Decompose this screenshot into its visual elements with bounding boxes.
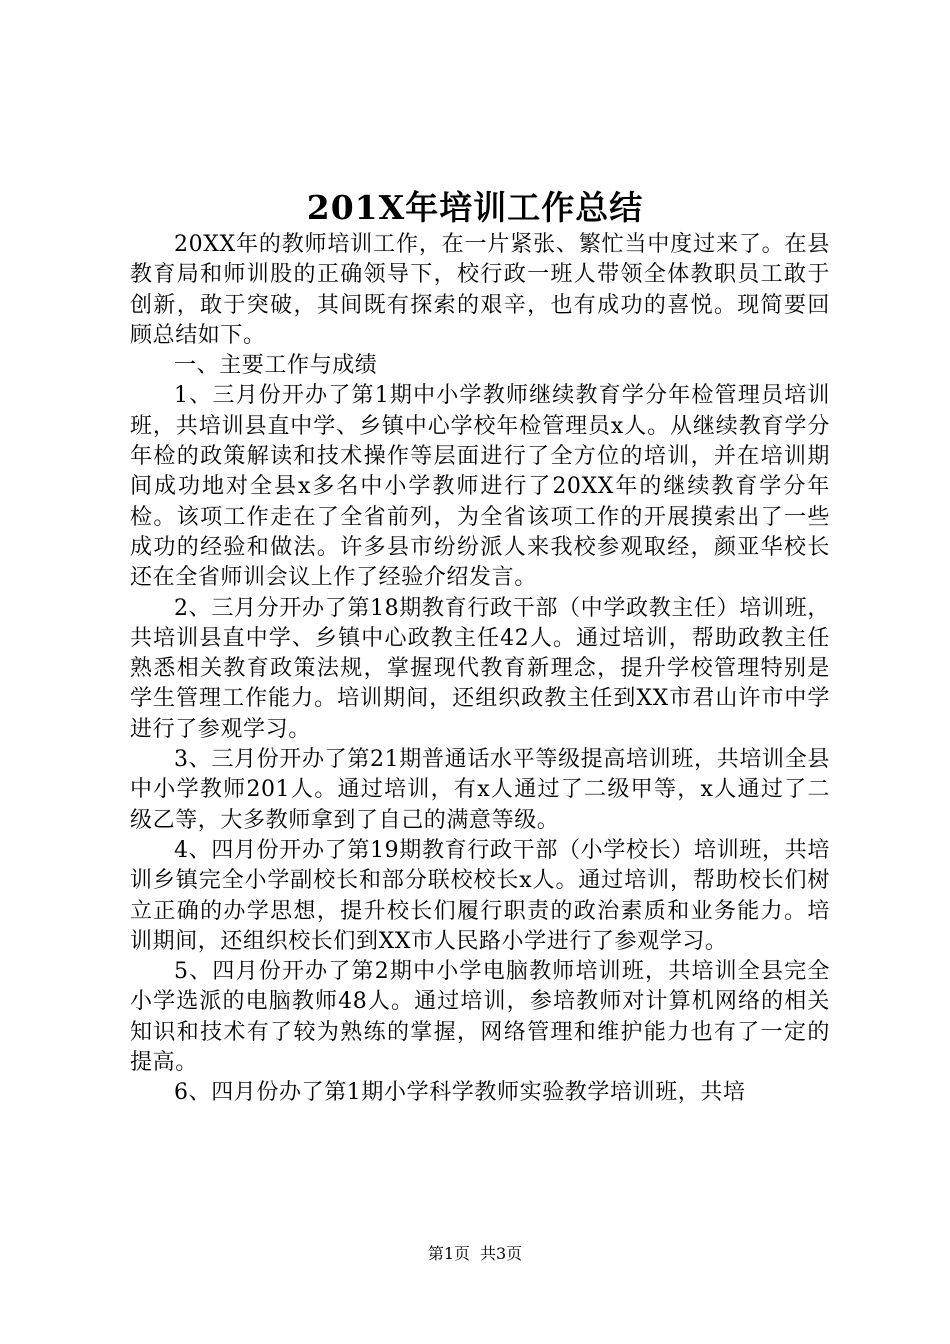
paragraph-item-1: 1、三月份开办了第1期中小学教师继续教育学分年检管理员培训班，共培训县直中学、乡镇中心学校年检管理员x人。从继续教育学分年检的政策解读和技术操作等层面进行了全方位的培训，并在培训期间成功地对全县x多名中小学教师进行了20XX年的继续教育学分年检。该项工作走在了全省前列，为全省该项工作的开展摸索出了一些成功的经验和做法。许多县市纷纷派人来我校参观取经，颜亚华校长还在全省师训会议上作了经验介绍发言。 [130, 383, 830, 591]
paragraph-item-2: 2、三月分开办了第18期教育行政干部（中学政教主任）培训班，共培训县直中学、乡镇中心政教主任42人。通过培训，帮助政教主任熟悉相关教育政策法规，掌握现代教育新理念，提升学校管理特别是学生管理工作能力。培训期间，还组织政教主任到XX市君山许市中学进行了参观学习。 [130, 595, 830, 742]
paragraph-item-3: 3、三月份开办了第21期普通话水平等级提高培训班，共培训全县中小学教师201人。通过培训，有x人通过了二级甲等，x人通过了二级乙等，大多教师拿到了自己的满意等级。 [130, 747, 830, 833]
page-total: 共3页 [480, 1244, 523, 1263]
paragraph-item-6: 6、四月份办了第1期小学科学教师实验教学培训班，共培 [174, 1080, 746, 1106]
paragraph-item-5: 5、四月份开办了第2期中小学电脑教师培训班，共培训全县完全小学选派的电脑教师48人。通过培训，参培教师对计算机网络的相关知识和技术有了较为熟练的掌握，网络管理和维护能力也有了一定的提高。 [130, 959, 830, 1076]
document-title: 201X年培训工作总结 [306, 188, 644, 227]
paragraph-item-4: 4、四月份开办了第19期教育行政干部（小学校长）培训班，共培训乡镇完全小学副校长和部分联校校长x人。通过培训，帮助校长们树立正确的办学思想，提升校长们履行职责的政治素质和业务能力。培训期间，还组织校长们到XX市人民路小学进行了参观学习。 [130, 837, 830, 954]
document-body [130, 230, 830, 1109]
paragraph-intro: 20XX年的教师培训工作，在一片紧张、繁忙当中度过来了。在县教育局和师训股的正确领导下，校行政一班人带领全体教职员工敢于创新，敢于突破，其间既有探索的艰辛，也有成功的喜悦。现简要回顾总结如下。 [130, 232, 830, 348]
page-footer [0, 1243, 950, 1265]
page-number: 第1页 [427, 1244, 470, 1263]
section-heading: 一、主要工作与成绩 [174, 353, 378, 379]
